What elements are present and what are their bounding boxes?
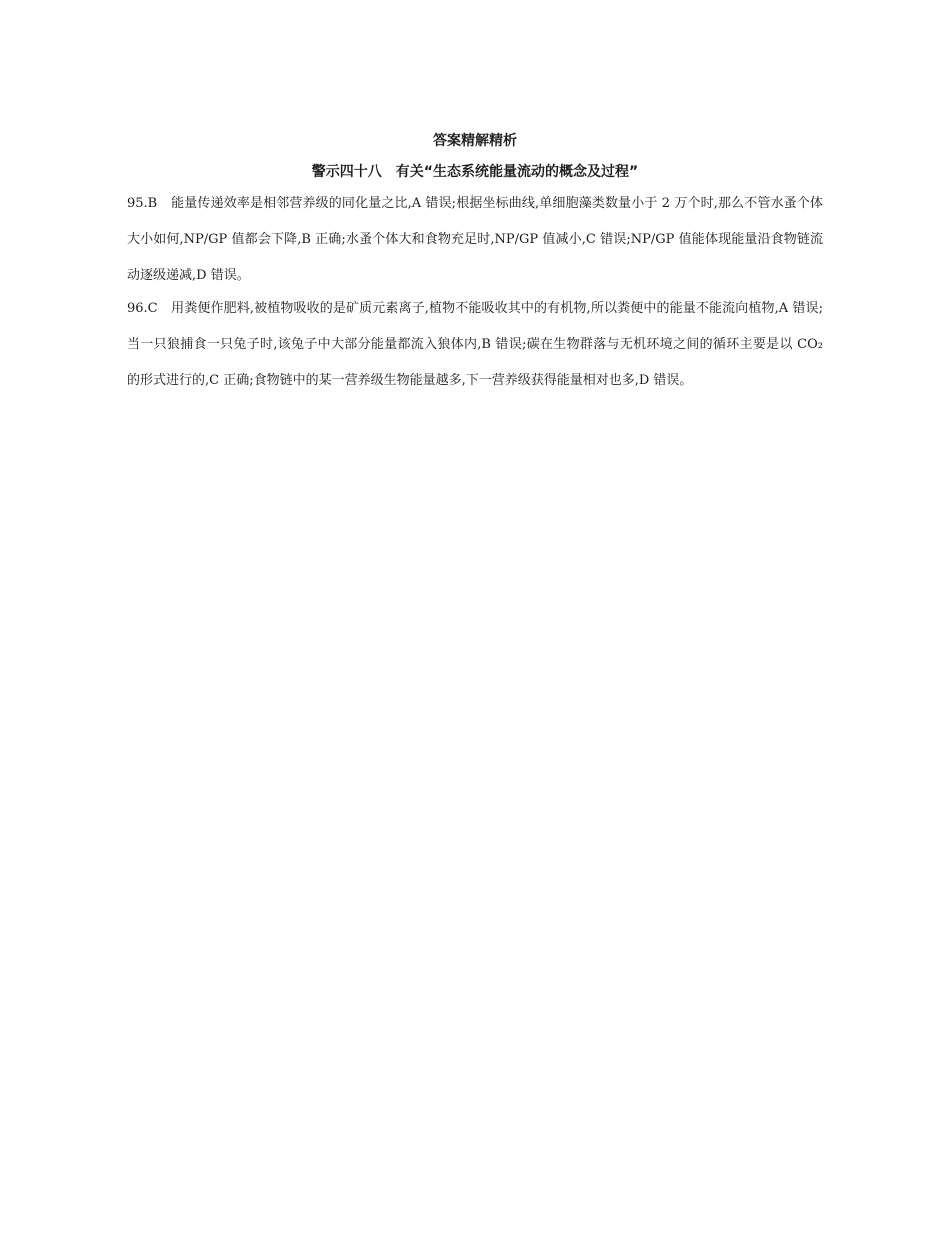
answer-explanation: 用粪便作肥料,被植物吸收的是矿质元素离子,植物不能吸收其中的有机物,所以粪便中的能量不能流向植物,A 错误;当一只狼捕食一只兔子时,该兔子中大部分能量都流入狼体内,B 错误;碳在生物群落与无机环境之间的循环主要是以 CO₂ 的形式进行的,C 正确;食物链中的某一营养级生物能量越多,下一营养级获得能量相对也多,D 错误。 xyxy=(127,301,823,388)
answer-number: 96.C xyxy=(127,301,158,316)
answer-item-96 xyxy=(127,291,823,399)
answer-item-95 xyxy=(127,186,823,294)
answer-number: 95.B xyxy=(127,196,158,211)
answer-explanation: 能量传递效率是相邻营养级的同化量之比,A 错误;根据坐标曲线,单细胞藻类数量小于 2 万个时,那么不管水蚤个体大小如何,NP/GP 值都会下降,B 正确;水蚤个体大和食物充足时,NP/GP 值减小,C 错误;NP/GP 值能体现能量沿食物链流动逐级递减,D 错误。 xyxy=(127,196,823,283)
section-heading: 警示四十八 有关“生态系统能量流动的概念及过程” xyxy=(311,164,639,180)
document-title: 答案精解精析 xyxy=(433,133,517,149)
